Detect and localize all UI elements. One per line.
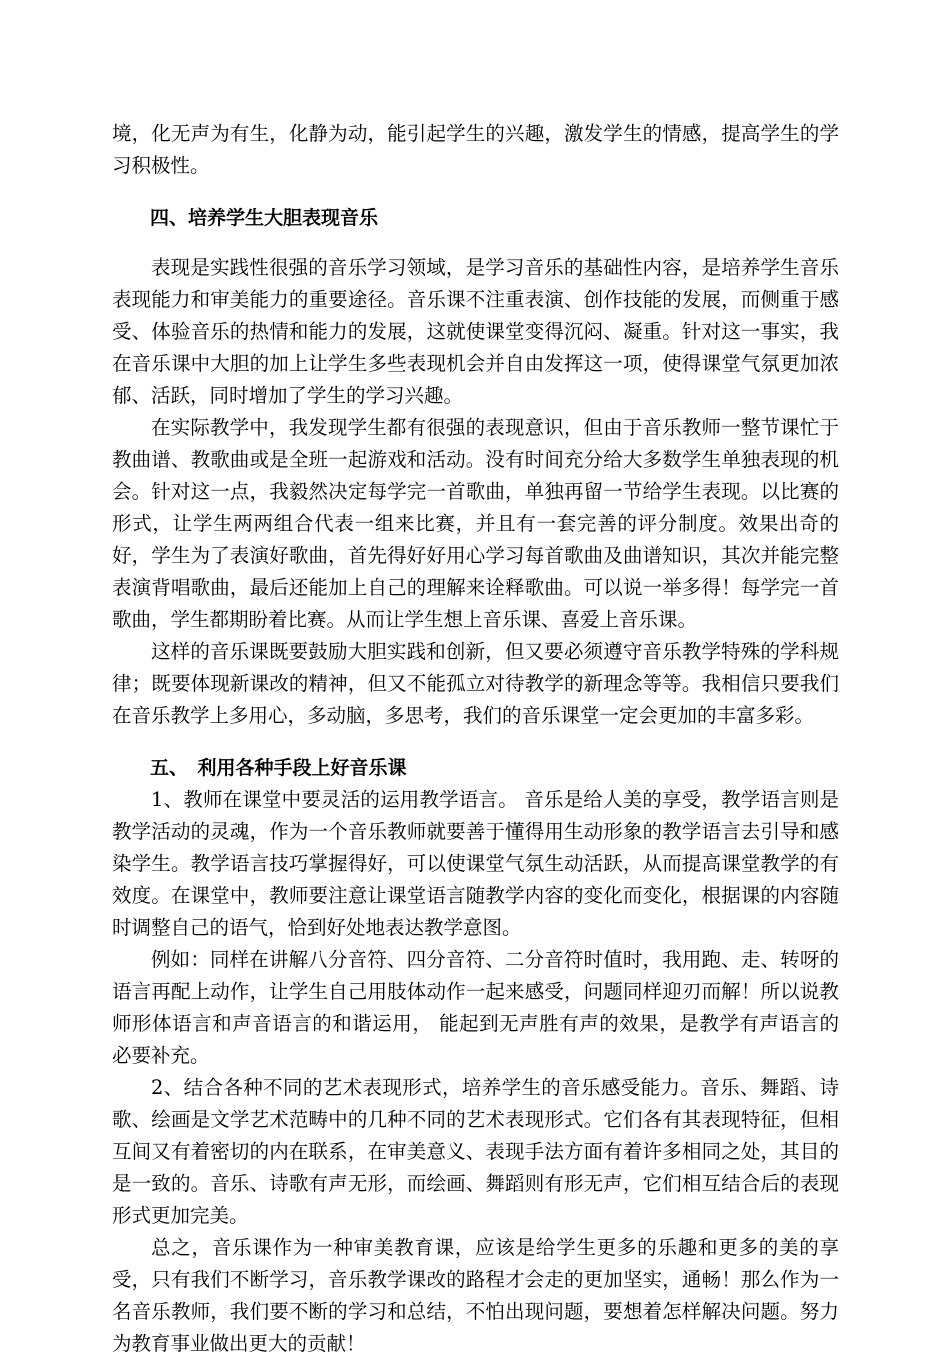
section-heading-4: 四、培养学生大胆表现音乐 — [150, 207, 379, 229]
paragraph: 例如：同样在讲解八分音符、四分音符、二分音符时值时，我用跑、走、转呀的语言再配上动作，让学生自己用肢体动作一起来感受，问题同样迎刃而解！所以说教师形体语言和声音语言的和谐运用， 能起到无声胜有声的效果，是教学有声语言的必要补充。 — [112, 948, 839, 1067]
document-body — [112, 118, 839, 1360]
paragraph: 在实际教学中，我发现学生都有很强的表现意识，但由于音乐教师一整节课忙于教曲谱、教歌曲或是全班一起游戏和活动。没有时间充分给大多数学生单独表现的机会。针对这一点，我毅然决定每学完一首歌曲，单独再留一节给学生表现。以比赛的形式，让学生两两组合代表一组来比赛，并且有一套完善的评分制度。效果出奇的好，学生为了表演好歌曲，首先得好好用心学习每首歌曲及曲谱知识，其次并能完整表演背唱歌曲，最后还能加上自己的理解来诠释歌曲。可以说一举多得！每学完一首歌曲，学生都期盼着比赛。从而让学生想上音乐课、喜爱上音乐课。 — [112, 416, 839, 631]
paragraph: 这样的音乐课既要鼓励大胆实践和创新，但又要必须遵守音乐教学特殊的学科规律；既要体现新课改的精神，但又不能孤立对待教学的新理念等等。我相信只要我们在音乐教学上多用心，多动脑，多思考，我们的音乐课堂一定会更加的丰富多彩。 — [112, 640, 839, 727]
paragraph-continuation: 境，化无声为有生，化静为动，能引起学生的兴趣，激发学生的情感，提高学生的学习积极性。 — [112, 122, 839, 177]
paragraph: 总之，音乐课作为一种审美教育课，应该是给学生更多的乐趣和更多的美的享受，只有我们不断学习，音乐教学课改的路程才会走的更加坚实，通畅！那么作为一名音乐教师，我们要不断的学习和总结，不怕出现问题，要想着怎样解决问题。努力为教育事业做出更大的贡献！ — [112, 1236, 839, 1355]
paragraph: 2、结合各种不同的艺术表现形式，培养学生的音乐感受能力。音乐、舞蹈、诗歌、绘画是文学艺术范畴中的几种不同的艺术表现形式。它们各有其表现特征，但相互间又有着密切的内在联系，在审美意义、表现手法方面有着许多相同之处，其目的是一致的。音乐、诗歌有声无形，而绘画、舞蹈则有形无声，它们相互结合后的表现形式更加完美。 — [112, 1076, 839, 1227]
section-heading-5: 五、 利用各种手段上好音乐课 — [150, 757, 407, 779]
paragraph: 表现是实践性很强的音乐学习领域，是学习音乐的基础性内容，是培养学生音乐表现能力和审美能力的重要途径。音乐课不注重表演、创作技能的发展，而侧重于感受、体验音乐的热情和能力的发展，这就使课堂变得沉闷、凝重。针对这一事实，我在音乐课中大胆的加上让学生多些表现机会并自由发挥这一项，使得课堂气氛更加浓郁、活跃，同时增加了学生的学习兴趣。 — [112, 256, 839, 407]
paragraph: 1、教师在课堂中要灵活的运用教学语言。 音乐是给人美的享受，教学语言则是教学活动的灵魂，作为一个音乐教师就要善于懂得用生动形象的教学语言去引导和感染学生。教学语言技巧掌握得好，可以使课堂气氛生动活跃，从而提高课堂教学的有效度。在课堂中，教师要注意让课堂语言随教学内容的变化而变化，根据课的内容随时调整自己的语气，恰到好处地表达教学意图。 — [112, 788, 839, 939]
